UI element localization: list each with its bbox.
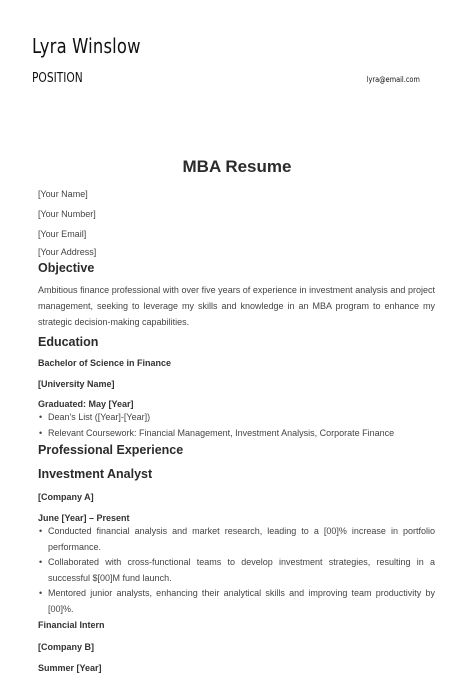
list-item: • Dean's List ([Year]-[Year]) bbox=[48, 410, 435, 426]
job-dates: June [Year] – Present bbox=[38, 513, 130, 523]
job-dates: Summer [Year] bbox=[38, 663, 102, 673]
education-graduated: Graduated: May [Year] bbox=[38, 399, 134, 409]
job-company: [Company A] bbox=[38, 492, 94, 502]
objective-text: Ambitious finance professional with over five years of experience in investment analysis and project management, seeking to leverage my skills and knowledge in an MBA program to enhance my strategic decision-making capabilities. bbox=[38, 285, 435, 327]
list-item: • Relevant Coursework: Financial Management, Investment Analysis, Corporate Finance bbox=[48, 426, 435, 442]
job-company: [Company B] bbox=[38, 642, 94, 652]
contact-email: [Your Email] bbox=[38, 229, 87, 239]
education-university: [University Name] bbox=[38, 379, 115, 389]
job-title: Investment Analyst bbox=[38, 467, 153, 481]
contact-name: [Your Name] bbox=[38, 189, 88, 199]
education-heading: Education bbox=[38, 335, 99, 349]
list-item: • Conducted financial analysis and market research, leading to a [00]% increase in portfolio performance. bbox=[48, 524, 435, 555]
contact-number: [Your Number] bbox=[38, 209, 96, 219]
education-bullets bbox=[38, 410, 435, 441]
candidate-name: Lyra Winslow bbox=[32, 34, 141, 58]
education-degree: Bachelor of Science in Finance bbox=[38, 358, 172, 368]
objective-heading: Objective bbox=[38, 261, 95, 275]
experience-heading: Professional Experience bbox=[38, 443, 184, 457]
list-item: • Collaborated with cross-functional teams to develop investment strategies, resulting in a successful $[00]M fund launch. bbox=[48, 555, 435, 586]
resume-body bbox=[38, 184, 435, 674]
job-title: Financial Intern bbox=[38, 620, 105, 630]
document-title: MBA Resume bbox=[182, 157, 292, 176]
list-item: • Mentored junior analysts, enhancing their analytical skills and improving team productivity by [00]%. bbox=[48, 586, 435, 617]
contact-address: [Your Address] bbox=[38, 247, 97, 257]
position-label: POSITION bbox=[32, 71, 83, 86]
header-email: lyra@email.com bbox=[366, 75, 420, 84]
job-bullets bbox=[38, 524, 435, 617]
